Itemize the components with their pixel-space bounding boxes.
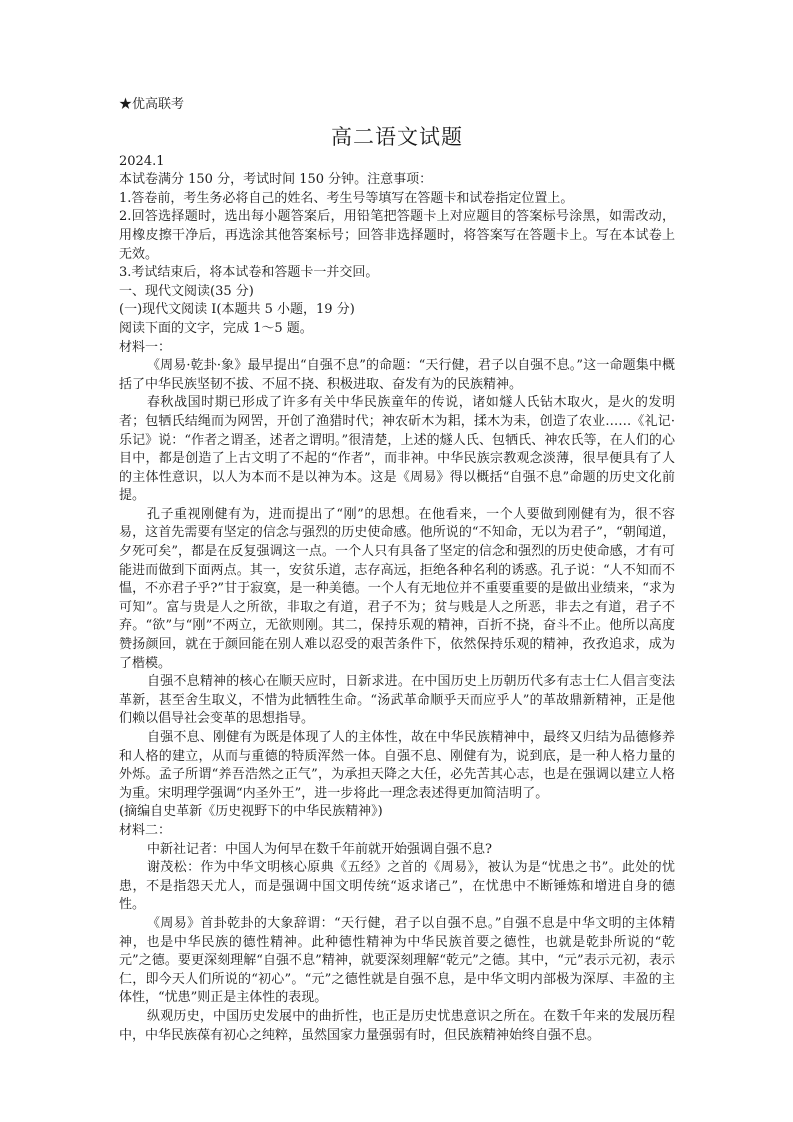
notice-item-3: 3.考试结束后，将本试卷和答题卡一并交回。 [119, 265, 379, 281]
exam-notice [119, 171, 675, 283]
material-two-paragraph: 《周易》首卦乾卦的大象辞谓：“天行健，君子以自强不息。”自强不息是中华文明的主体精神，也是中华民族的德性精神。此种德性精神为中华民族首要之德性，也就是乾卦所说的“乾元”之德。要更深刻理解“自强不息”精神，就要深刻理解“乾元”之德。其中，“元”表示元初，表示仁，即今天人们所说的“初心”。“元”之德性就是自强不息，是中华文明内部极为深厚、丰盈的主体性，“忧患”则正是主体性的表现。 [119, 915, 675, 1006]
material-two-label: 材料二： [119, 822, 172, 838]
material-one-source: (摘编自史革新《历史视野下的中华民族精神》) [119, 804, 383, 820]
section-heading: 一、现代文阅读(35 分) [119, 283, 254, 299]
material-two [119, 822, 675, 1045]
material-one-paragraph: 自强不息、刚健有为既是体现了人的主体性，故在中华民族精神中，最终又归结为品德修养和人格的建立，从而与重德的特质浑然一体。自强不息、刚健有为，说到底，是一种人格力量的外烁。孟子所谓“养吾浩然之正气”，为承担天降之大任，必先苦其心志，也是在强调以建立人格为重。宋明理学强调“内圣外王”，进一步将此一理念表述得更加简洁明了。 [119, 730, 675, 801]
material-one [119, 339, 675, 822]
exam-date: 2024.1 [119, 153, 165, 169]
material-one-paragraph: 春秋战国时期已形成了许多有关中华民族童年的传说，诸如燧人氏钻木取火，是火的发明者；包牺氏结绳而为网罟，开创了渔猎时代；神农斫木为耜，揉木为耒，创造了农业……《礼记·乐记》说：“作者之谓圣，述者之谓明。”很清楚，上述的燧人氏、包牺氏、神农氏等，在人们的心目中，都是创造了上古文明了不起的“作者”，而非神。中华民族宗教观念淡薄，很早便具有了人的主体性意识，以人为本而不是以神为本。这是《周易》得以概括“自强不息”命题的历史文化前提。 [119, 395, 675, 504]
material-one-paragraph: 《周易·乾卦·象》最早提出“自强不息”的命题：“天行健，君子以自强不息。”这一命题集中概括了中华民族坚韧不拔、不屈不挠、积极进取、奋发有为的民族精神。 [119, 358, 675, 392]
material-two-paragraph: 纵观历史，中国历史发展中的曲折性，也正是历史忧患意识之所在。在数千年来的发展历程中，中华民族葆有初心之纯粹，虽然国家力量强弱有时，但民族精神始终自强不息。 [119, 1008, 675, 1043]
notice-item-2: 2.回答选择题时，选出每小题答案后，用铅笔把答题卡上对应题目的答案标号涂黑，如需改动，用橡皮擦干净后，再选涂其他答案标号；回答非选择题时，将答案写在答题卡上。写在本试卷上无效。 [119, 209, 675, 262]
section-sub-heading: (一)现代文阅读 I(本题共 5 小题，19 分) [119, 302, 355, 318]
brand-label: ★优高联考 [119, 97, 185, 112]
page-content [119, 96, 675, 1045]
material-one-paragraph: 孔子重视刚健有为，进而提出了“刚”的思想。在他看来，一个人要做到刚健有为，很不容易，这首先需要有坚定的信念与强烈的历史使命感。他所说的“不知命，无以为君子”，“朝闻道，夕死可矣”，都是在反复强调这一点。一个人只有具备了坚定的信念和强烈的历史使命感，才有可能进而做到下面两点。其一，安贫乐道，志存高远，拒绝各种名利的诱惑。孔子说：“人不知而不愠，不亦君子乎?”甘于寂寞，是一种美德。一个人有无地位并不重要重要的是做出业绩来，“求为可知”。富与贵是人之所欲，非取之有道，君子不为；贫与贱是人之所恶，非去之有道，君子不弃。“欲”与“刚”不两立，无欲则刚。其二，保持乐观的精神，百折不挠，奋斗不止。他所以高度赞扬颜回，就在于颜回能在别人难以忍受的艰苦条件下，依然保持乐观的精神，孜孜追求，成为了楷模。 [119, 506, 675, 671]
material-one-paragraph: 自强不息精神的核心在顺天应时，日新求进。在中国历史上历朝历代多有志士仁人倡言变法革新，甚至舍生取义，不惜为此牺牲生命。“汤武革命顺乎天而应乎人”的革故鼎新精神，正是他们赖以倡导社会变革的思想指导。 [119, 674, 675, 727]
page-title: 高二语文试题 [331, 124, 463, 149]
material-one-label: 材料一： [119, 339, 172, 355]
section-instruction: 阅读下面的文字，完成 1～5 题。 [119, 320, 313, 336]
material-two-paragraph: 中新社记者：中国人为何早在数千年前就开始强调自强不息? [147, 841, 492, 857]
notice-item-1: 1.答卷前，考生务必将自己的姓名、考生号等填写在答题卡和试卷指定位置上。 [119, 190, 574, 206]
material-two-paragraph: 谢茂松：作为中华文明核心原典《五经》之首的《周易》，被认为是“忧患之书”。此处的忧患，不是指怨天尤人，而是强调中国文明传统“返求诸己”，在忧患中不断锤炼和增进自身的德性。 [119, 860, 675, 913]
notice-intro: 本试卷满分 150 分，考试时间 150 分钟。注意事项： [119, 172, 433, 188]
